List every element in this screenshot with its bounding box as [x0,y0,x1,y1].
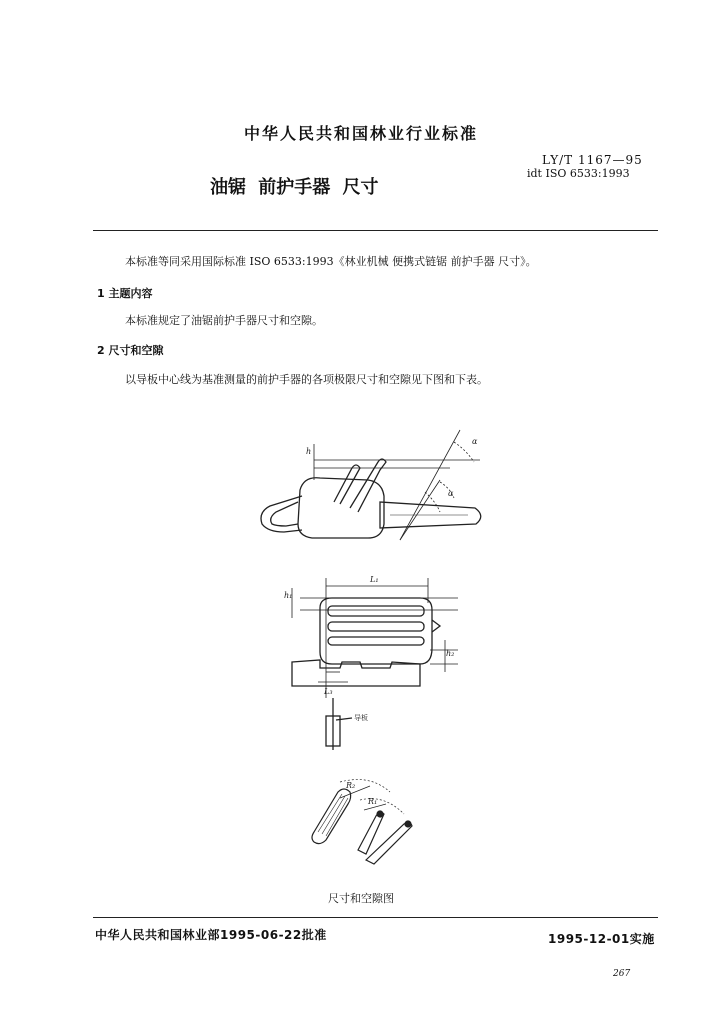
organization-heading: 中华人民共和国林业行业标准 [243,124,478,143]
header-divider [93,230,658,231]
chainsaw-side-view-figure [240,420,510,550]
label-L1: L₁ [370,575,379,584]
label-R1: R₁ [368,797,378,806]
label-h1: h₁ [284,591,293,600]
section-1-heading: 1 主题内容 [97,287,153,300]
intro-paragraph: 本标准等同采用国际标准 ISO 6533:1993《林业机械 便携式链锯 前护手器 尺寸》。 [125,255,537,268]
label-guide-bar: 导板 [354,714,368,722]
footer-divider [93,917,658,918]
label-alpha-1: α [472,437,478,446]
figure-caption: 尺寸和空隙图 [328,892,394,905]
label-h2: h₂ [446,649,455,658]
label-R2: R₂ [346,781,356,790]
hand-guard-front-view-figure [280,568,470,753]
effective-date: 1995-12-01实施 [548,932,655,946]
label-alpha-2: α [448,489,454,498]
section-2-text: 以导板中心线为基准测量的前护手器的各项极限尺寸和空隙见下图和下表。 [125,373,488,386]
label-L3: L₃ [324,687,333,696]
document-title: 油锯 前护手器 尺寸 [210,177,379,198]
section-2-heading: 2 尺寸和空隙 [97,344,164,357]
approval-line: 中华人民共和国林业部1995-06-22批准 [95,928,327,942]
iso-reference: idt ISO 6533:1993 [527,167,630,180]
label-h: h [306,447,312,456]
handle-radii-figure [300,770,430,870]
standard-code: LY/T 1167—95 [542,153,643,167]
section-1-text: 本标准规定了油锯前护手器尺寸和空隙。 [125,314,323,327]
page-number: 267 [613,969,631,979]
